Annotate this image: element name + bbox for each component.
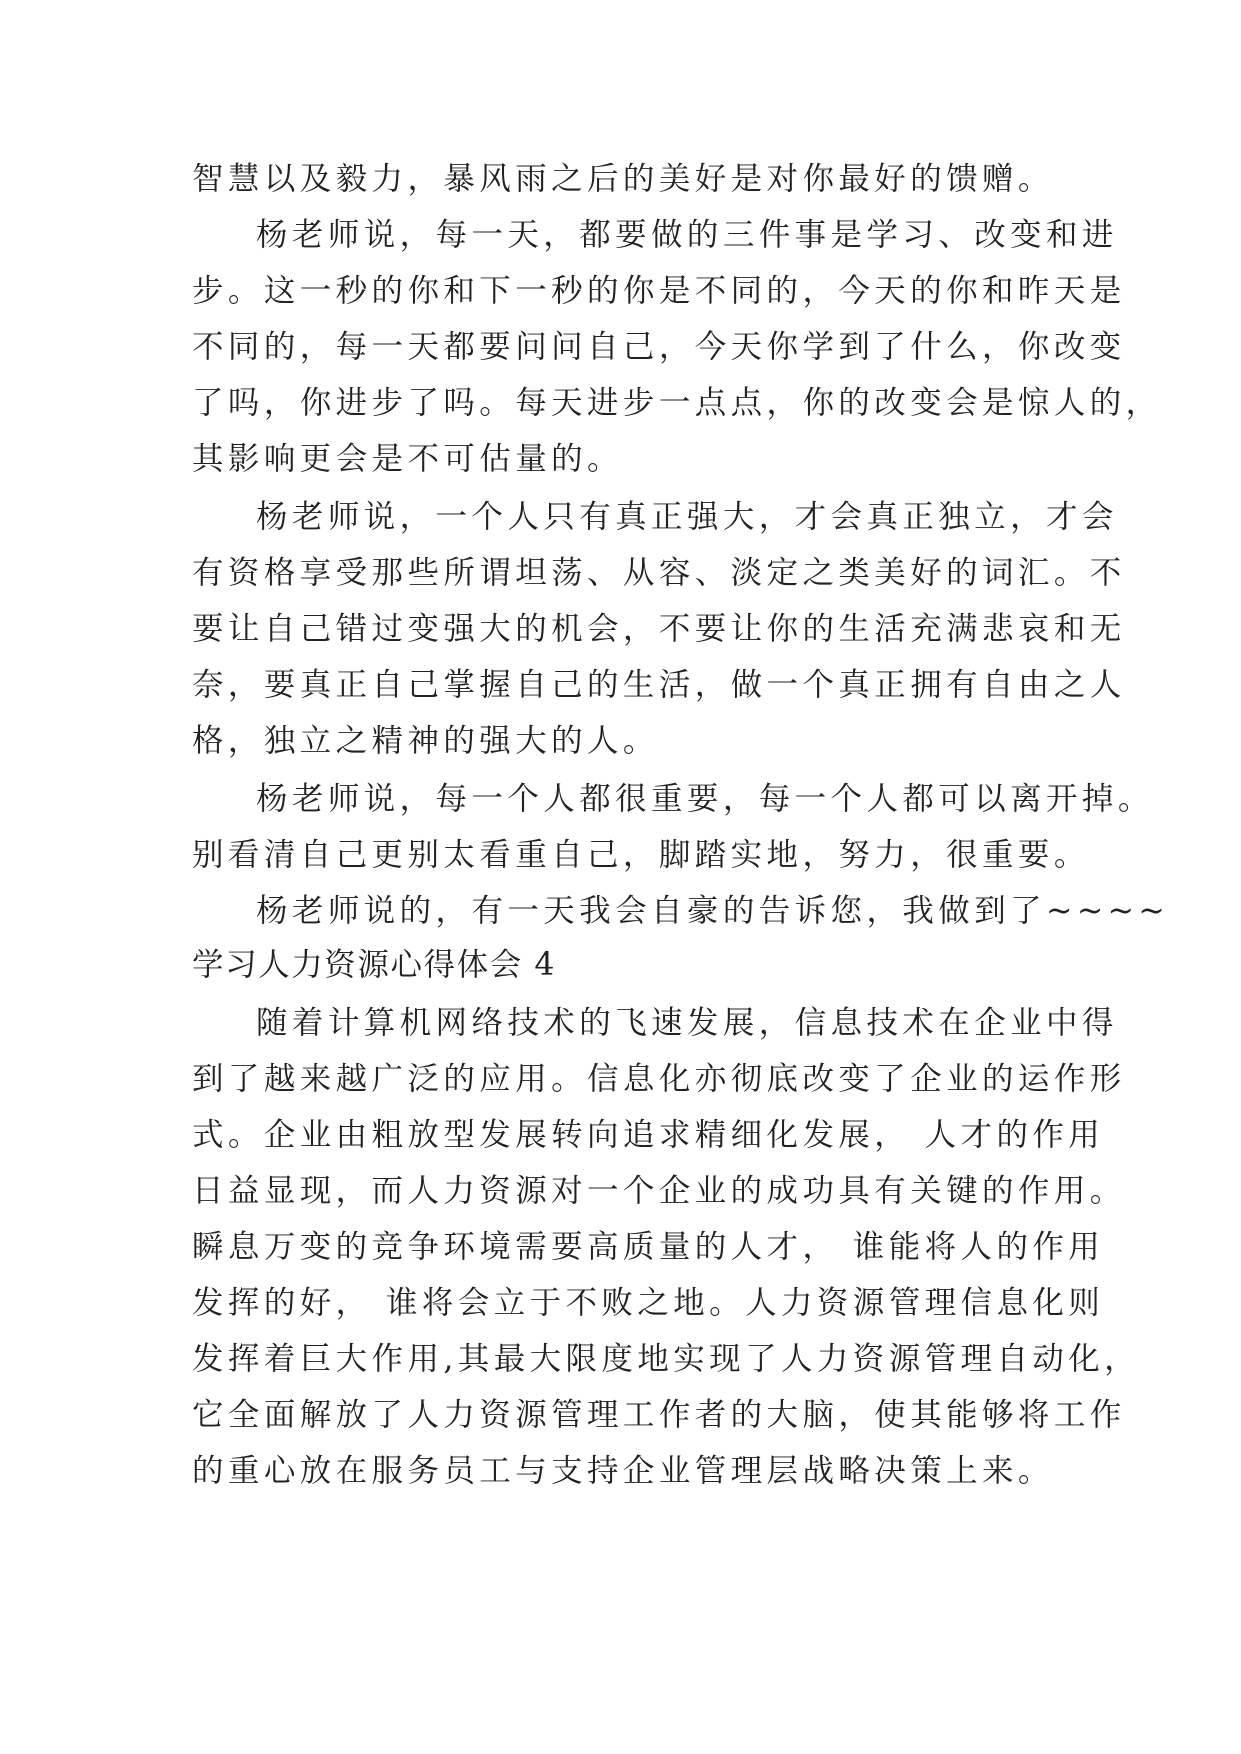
text-line: 日益显现，而人力资源对一个企业的成功具有关键的作用。: [192, 1173, 1126, 1209]
text-line: 瞬息万变的竞争环境需要高质量的人才， 谁能将人的作用: [192, 1229, 1105, 1265]
text-line: 不同的，每一天都要问问自己，今天你学到了什么，你改变: [192, 329, 1126, 365]
text-line: 其影响更会是不可估量的。: [192, 441, 623, 477]
text-line: 它全面解放了人力资源管理工作者的大脑，使其能够将工作: [192, 1397, 1126, 1433]
paragraph-start-line: 杨老师说，每一天，都要做的三件事是学习、改变和进: [256, 217, 1118, 253]
paragraph-start-line: 随着计算机网络技术的飞速发展，信息技术在企业中得: [256, 1005, 1118, 1041]
text-line: 到了越来越广泛的应用。信息化亦彻底改变了企业的运作形: [192, 1061, 1126, 1097]
text-line: 发挥着巨大作用,其最大限度地实现了人力资源管理自动化，: [192, 1341, 1141, 1377]
text-line: 别看清自己更别太看重自己，脚踏实地，努力，很重要。: [192, 837, 1090, 873]
text-line: 有资格享受那些所谓坦荡、从容、淡定之类美好的词汇。不: [192, 555, 1126, 591]
text-line: 式。企业由粗放型发展转向追求精细化发展， 人才的作用: [192, 1117, 1105, 1153]
text-line: 智慧以及毅力，暴风雨之后的美好是对你最好的馈赠。: [192, 161, 1054, 197]
text-line: 的重心放在服务员工与支持企业管理层战略决策上来。: [192, 1453, 1054, 1489]
text-line: 奈，要真正自己掌握自己的生活，做一个真正拥有自由之人: [192, 667, 1126, 703]
text-line: 发挥的好， 谁将会立于不败之地。人力资源管理信息化则: [192, 1285, 1105, 1321]
text-line: 格，独立之精神的强大的人。: [192, 723, 659, 759]
paragraph-start-line: 杨老师说，每一个人都很重要，每一个人都可以离开掉。: [256, 781, 1154, 817]
paragraph-start-line: 杨老师说，一个人只有真正强大，才会真正独立，才会: [256, 499, 1118, 535]
text-line: 要让自己错过变强大的机会，不要让你的生活充满悲哀和无: [192, 611, 1126, 647]
paragraph-start-line: 杨老师说的，有一天我会自豪的告诉您，我做到了~~~~: [256, 893, 1170, 929]
section-heading: 学习人力资源心得体会 4: [192, 947, 556, 983]
text-line: 了吗，你进步了吗。每天进步一点点，你的改变会是惊人的，: [192, 385, 1162, 421]
text-line: 步。这一秒的你和下一秒的你是不同的，今天的你和昨天是: [192, 273, 1126, 309]
